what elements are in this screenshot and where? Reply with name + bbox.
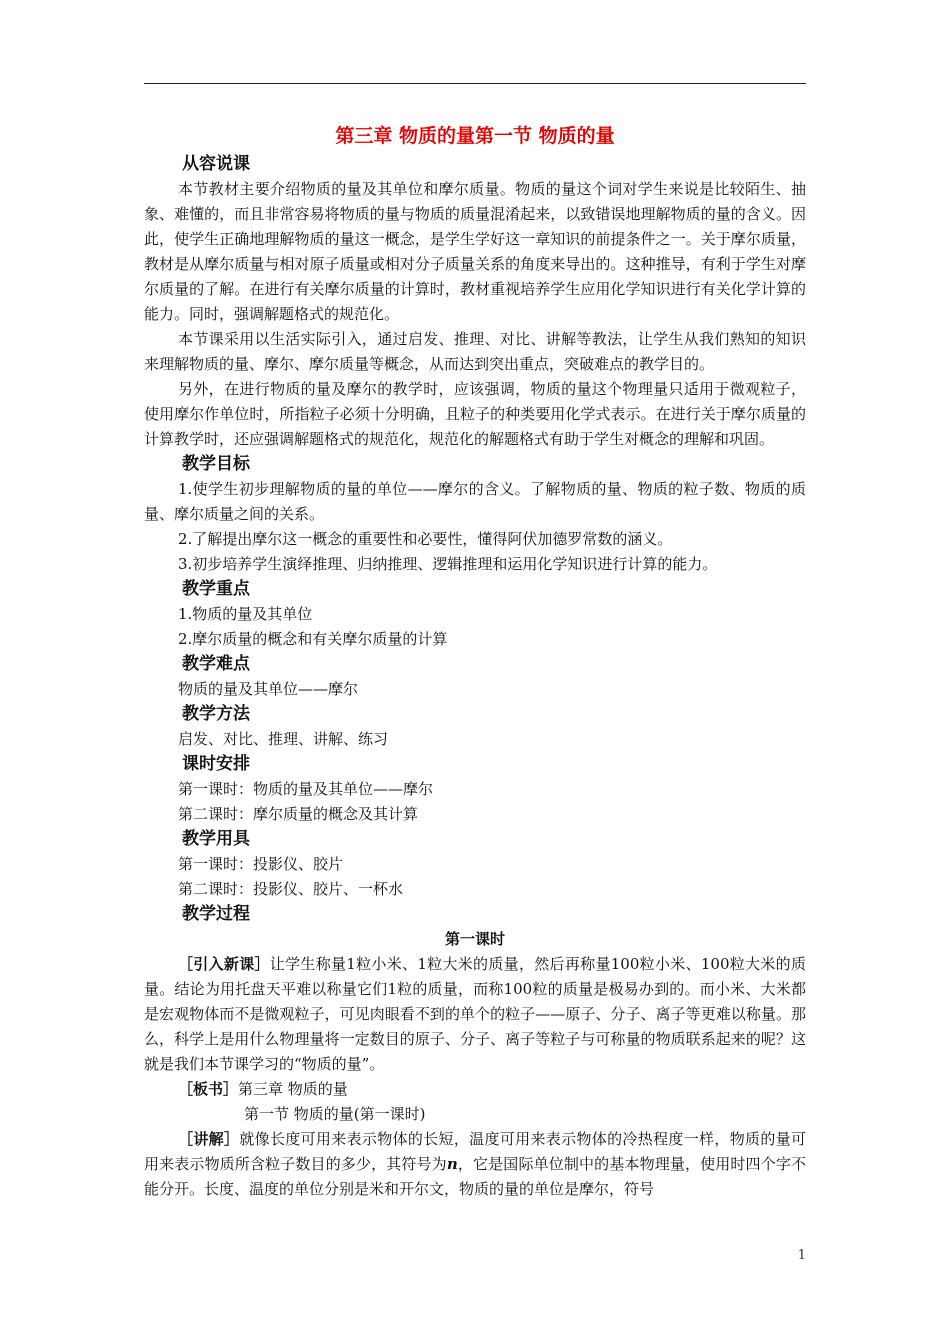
tools-item-2: 第二课时：投影仪、胶片、一杯水 xyxy=(178,880,404,898)
schedule-item-2: 第二课时：摩尔质量的概念及其计算 xyxy=(178,805,419,823)
lesson-title: 第一课时 xyxy=(444,930,505,948)
section-heading-keypoints: 教学重点 xyxy=(182,579,250,599)
lecture-text-a: 就像长度可用来表示物体的长短，温度可用来表示物体的冷热程度一样，物质的量可用来表示物质所含粒子数目的多少，其符号为 xyxy=(144,1130,806,1173)
keypoint-item-2: 2.摩尔质量的概念和有关摩尔质量的计算 xyxy=(178,630,448,648)
intro-paragraph-1: 本节教材主要介绍物质的量及其单位和摩尔质量。物质的量这个词对学生来说是比较陌生、抽象、难懂的，而且非常容易将物质的量与物质的质量混淆起来，以致错误地理解物质的量的含义。因此，使学生正确地理解物质的量这一概念，是学生学好这一章知识的前提条件之一。关于摩尔质量，教材是从摩尔质量与相对原子质量或相对分子质量关系的角度来导出的。这种推导，有利于学生对摩尔质量的了解。在进行有关摩尔质量的计算时，教材重视培养学生应用化学知识进行有关化学计算的能力。同时，强调解题格式的规范化。 xyxy=(144,180,806,323)
section-heading-methods: 教学方法 xyxy=(182,704,250,724)
lecture-text-b: ，它是国际单位制中的基本物理量，使用时四个字不能分开。长度、温度的单位分别是米和开尔文，物质的量的单位是摩尔，符号 xyxy=(144,1155,806,1198)
section-heading-difficulties: 教学难点 xyxy=(182,654,250,674)
header-rule xyxy=(144,83,806,84)
section-heading-tools: 教学用具 xyxy=(182,829,250,849)
lecture-symbol: n xyxy=(446,1155,458,1173)
intro-text: 让学生称量1粒小米、1粒大米的质量，然后再称量100粒小米、100粒大米的质量。结论为用托盘天平难以称量它们1粒的质量，而称100粒的质量是极易办到的。而小米、大米都是宏观物体而不是微观粒子，可见肉眼看不到的单个的粒子——原子、分子、离子等更难以称量。那么，科学上是用什么物理量将一定数目的原子、分子、离子等粒子与可称量的物质联系起来的呢？这就是我们本节课学习的“物质的量”。 xyxy=(144,955,806,1073)
section-heading-intro: 从容说课 xyxy=(182,154,250,174)
document-body xyxy=(144,120,806,1202)
goal-item-3: 3.初步培养学生演绎推理、归纳推理、逻辑推理和运用化学知识进行计算的能力。 xyxy=(178,555,718,573)
schedule-item-1: 第一课时：物质的量及其单位——摩尔 xyxy=(178,780,434,798)
intro-tag: ［引入新课］ xyxy=(178,955,270,973)
board-text-1: 第三章 物质的量 xyxy=(238,1080,348,1098)
section-heading-process: 教学过程 xyxy=(182,904,250,924)
intro-paragraph-3: 另外，在进行物质的量及摩尔的教学时，应该强调，物质的量这个物理量只适用于微观粒子，使用摩尔作单位时，所指粒子必须十分明确，且粒子的种类要用化学式表示。在进行关于摩尔质量的计算教学时，还应强调解题格式的规范化，规范化的解题格式有助于学生对概念的理解和巩固。 xyxy=(144,380,806,448)
page-number: 1 xyxy=(797,1248,806,1263)
difficulty-text: 物质的量及其单位——摩尔 xyxy=(178,680,359,698)
methods-text: 启发、对比、推理、讲解、练习 xyxy=(178,730,389,748)
board-tag: ［板书］ xyxy=(178,1080,239,1098)
board-line-2: 第一节 物质的量(第一课时) xyxy=(244,1105,426,1123)
lecture-tag: ［讲解］ xyxy=(178,1130,240,1148)
intro-new-lesson-paragraph xyxy=(144,952,806,1077)
section-heading-goals: 教学目标 xyxy=(182,454,250,474)
keypoint-item-1: 1.物质的量及其单位 xyxy=(178,605,313,623)
goal-item-2: 2.了解提出摩尔这一概念的重要性和必要性，懂得阿伏加德罗常数的涵义。 xyxy=(178,530,673,548)
section-heading-schedule: 课时安排 xyxy=(182,754,250,774)
goal-item-1: 1.使学生初步理解物质的量的单位——摩尔的含义。了解物质的量、物质的粒子数、物质的质量、摩尔质量之间的关系。 xyxy=(144,480,806,523)
document-title: 第三章 物质的量第一节 物质的量 xyxy=(335,125,615,147)
lecture-paragraph xyxy=(144,1127,806,1202)
tools-item-1: 第一课时：投影仪、胶片 xyxy=(178,855,344,873)
board-line-1 xyxy=(144,1077,806,1102)
intro-paragraph-2: 本节课采用以生活实际引入，通过启发、推理、对比、讲解等教法，让学生从我们熟知的知识来理解物质的量、摩尔、摩尔质量等概念，从而达到突出重点，突破难点的教学目的。 xyxy=(144,330,806,373)
